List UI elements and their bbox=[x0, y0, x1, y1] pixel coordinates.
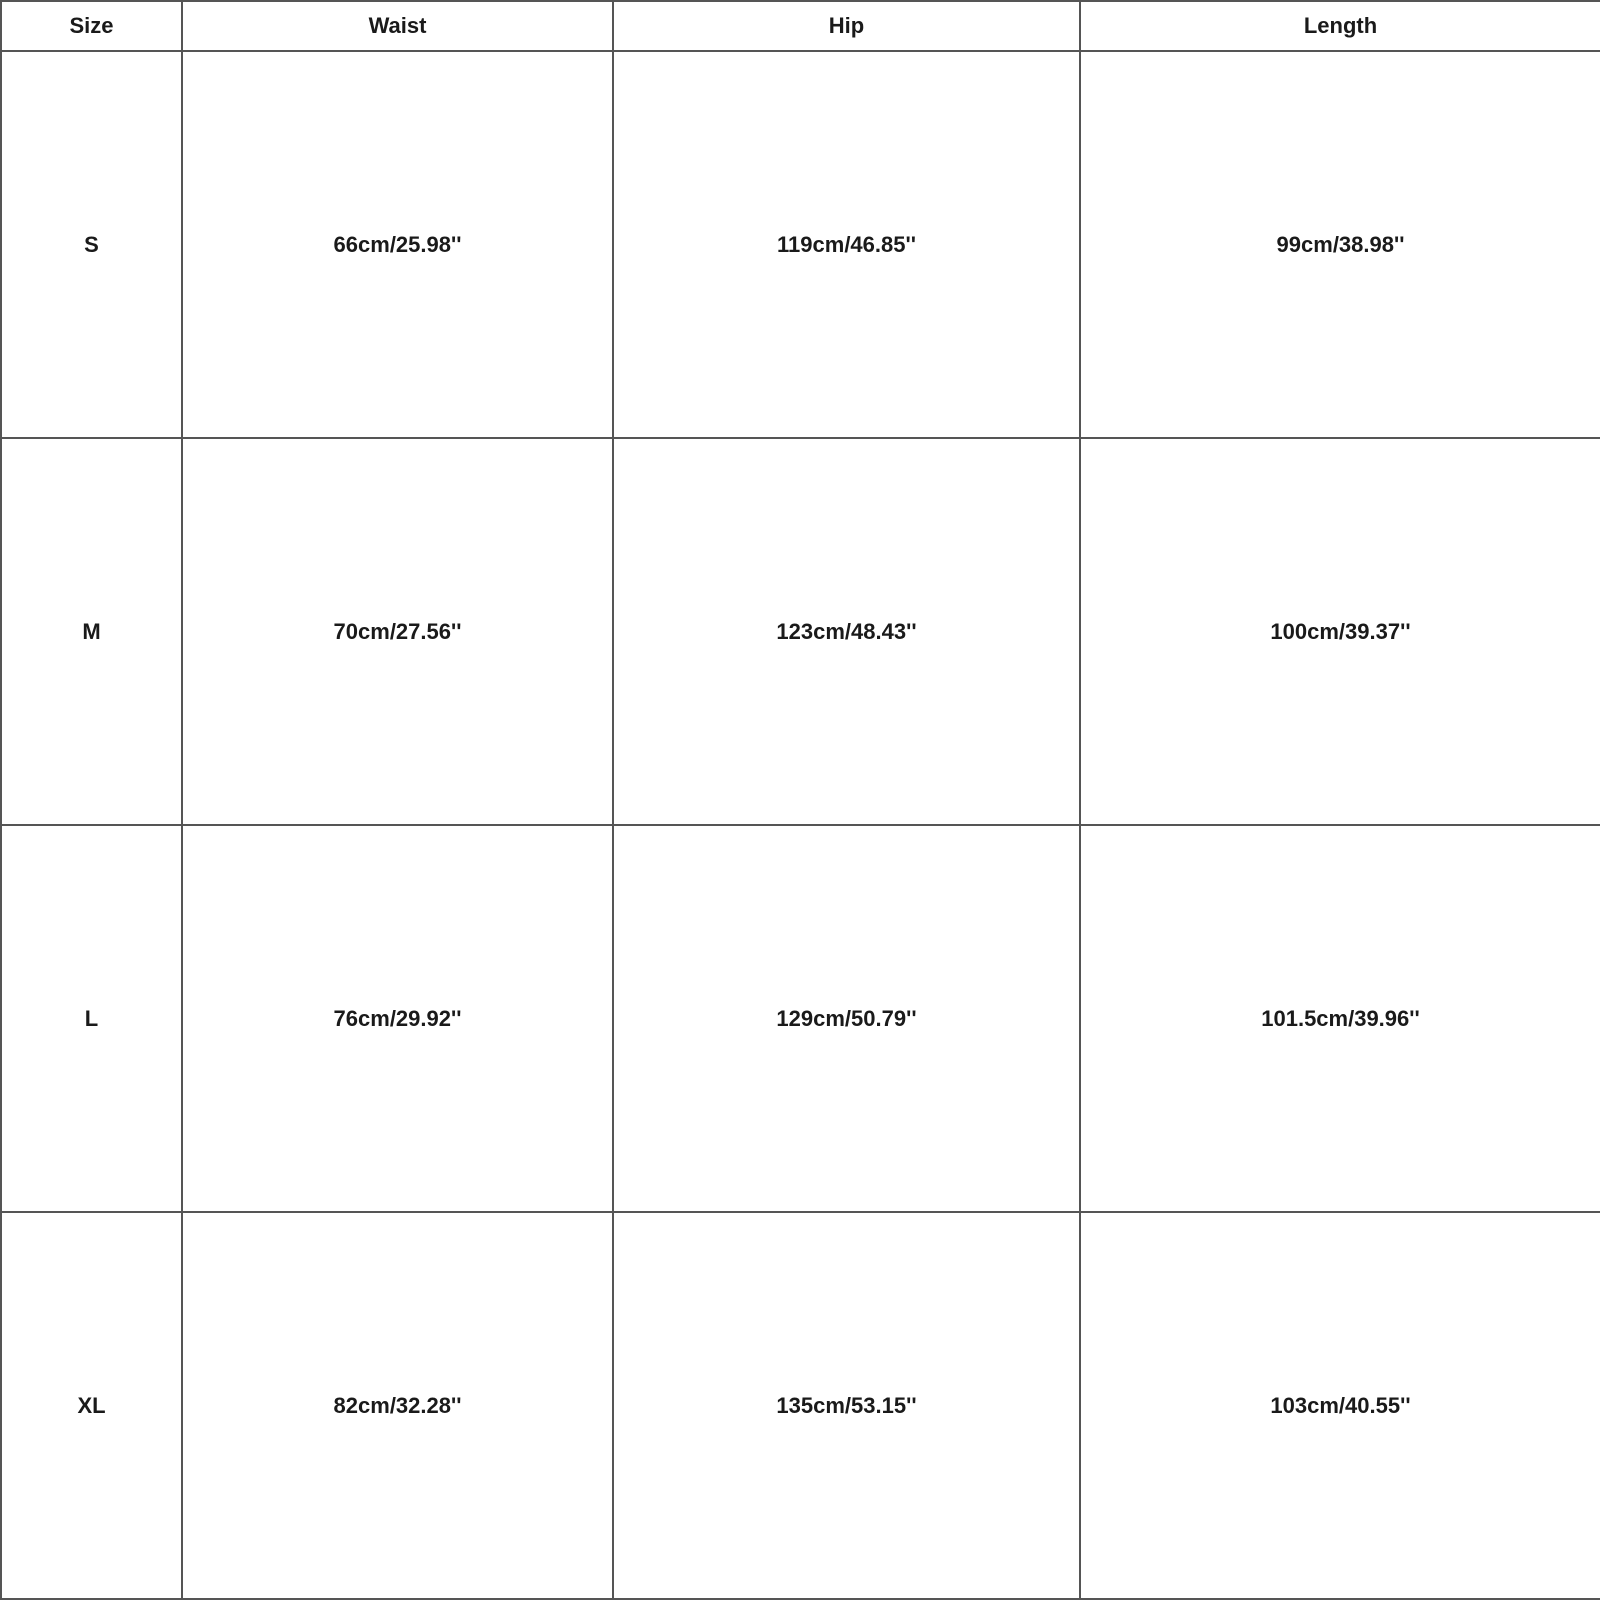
table-body bbox=[1, 51, 1600, 1599]
cell-size: M bbox=[1, 438, 182, 825]
cell-waist: 82cm/32.28'' bbox=[182, 1212, 613, 1599]
table-row bbox=[1, 825, 1600, 1212]
cell-size: L bbox=[1, 825, 182, 1212]
header-waist: Waist bbox=[182, 1, 613, 51]
header-row bbox=[1, 1, 1600, 51]
cell-waist: 76cm/29.92'' bbox=[182, 825, 613, 1212]
cell-waist: 70cm/27.56'' bbox=[182, 438, 613, 825]
table-row bbox=[1, 438, 1600, 825]
cell-length: 100cm/39.37'' bbox=[1080, 438, 1600, 825]
cell-hip: 123cm/48.43'' bbox=[613, 438, 1080, 825]
cell-hip: 135cm/53.15'' bbox=[613, 1212, 1080, 1599]
table-header bbox=[1, 1, 1600, 51]
table-row bbox=[1, 1212, 1600, 1599]
table-row bbox=[1, 51, 1600, 438]
cell-length: 99cm/38.98'' bbox=[1080, 51, 1600, 438]
header-size: Size bbox=[1, 1, 182, 51]
cell-size: XL bbox=[1, 1212, 182, 1599]
cell-waist: 66cm/25.98'' bbox=[182, 51, 613, 438]
cell-hip: 119cm/46.85'' bbox=[613, 51, 1080, 438]
header-length: Length bbox=[1080, 1, 1600, 51]
cell-length: 103cm/40.55'' bbox=[1080, 1212, 1600, 1599]
cell-size: S bbox=[1, 51, 182, 438]
header-hip: Hip bbox=[613, 1, 1080, 51]
cell-hip: 129cm/50.79'' bbox=[613, 825, 1080, 1212]
cell-length: 101.5cm/39.96'' bbox=[1080, 825, 1600, 1212]
